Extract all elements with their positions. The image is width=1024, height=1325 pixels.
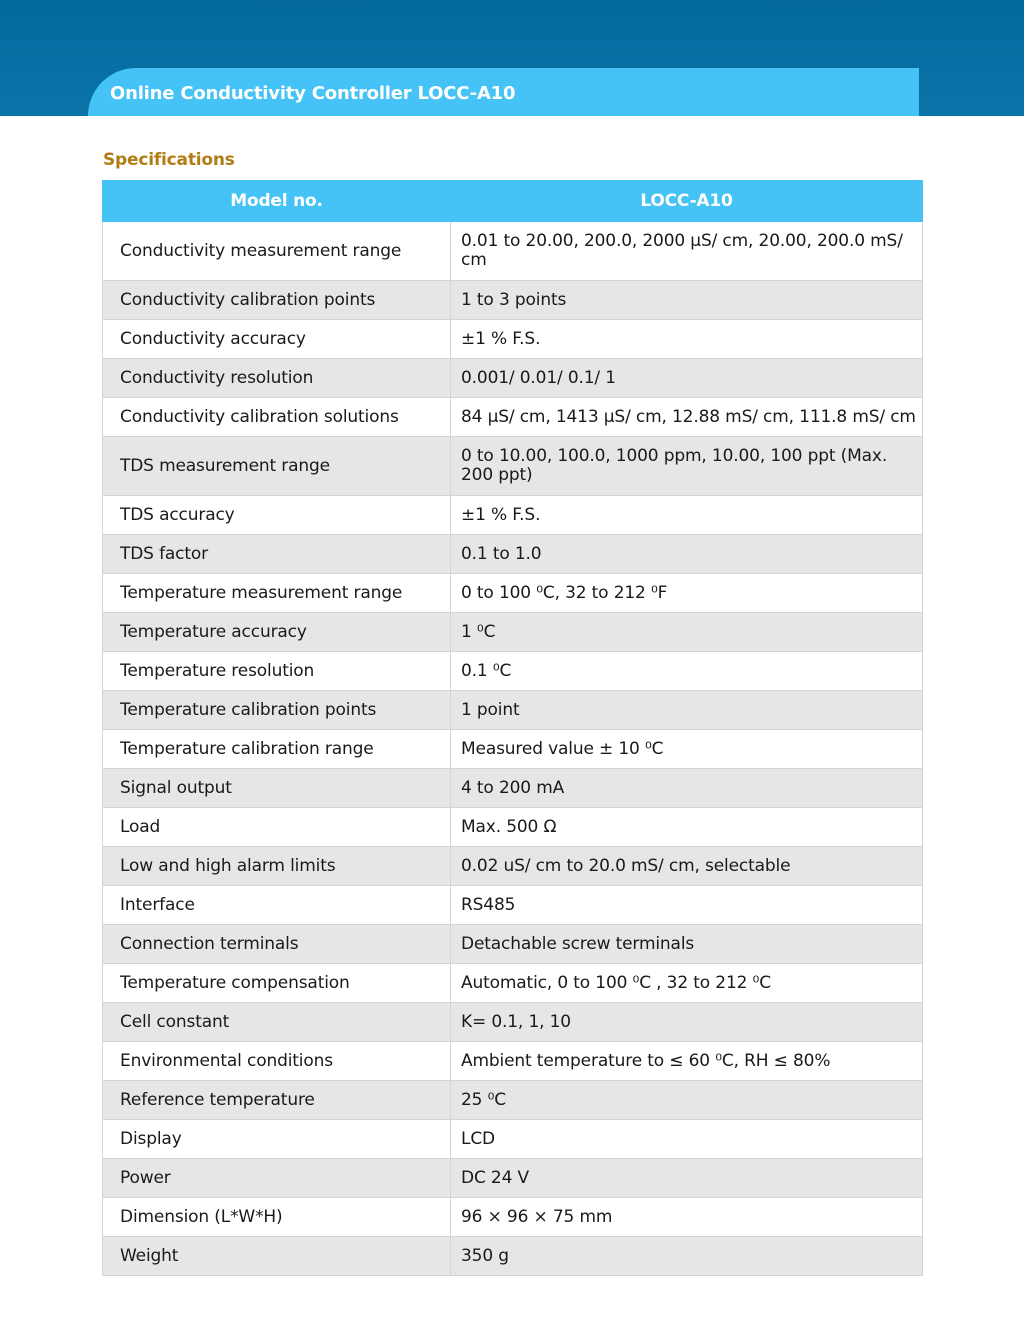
spec-label: Dimension (L*W*H) bbox=[103, 1198, 451, 1237]
spec-label: Temperature calibration points bbox=[103, 691, 451, 730]
table-row bbox=[103, 320, 923, 359]
spec-label: Cell constant bbox=[103, 1003, 451, 1042]
table-row bbox=[103, 1120, 923, 1159]
spec-value: 1 point bbox=[451, 691, 923, 730]
spec-value: 0 to 100 ⁰C, 32 to 212 ⁰F bbox=[451, 574, 923, 613]
spec-value: 4 to 200 mA bbox=[451, 769, 923, 808]
spec-value: 1 to 3 points bbox=[451, 281, 923, 320]
table-row bbox=[103, 886, 923, 925]
spec-label: Conductivity calibration points bbox=[103, 281, 451, 320]
table-row bbox=[103, 222, 923, 281]
spec-label: Conductivity resolution bbox=[103, 359, 451, 398]
spec-value: Detachable screw terminals bbox=[451, 925, 923, 964]
table-row bbox=[103, 1081, 923, 1120]
table-header-row bbox=[103, 181, 923, 222]
table-row bbox=[103, 1198, 923, 1237]
spec-value: 0.02 uS/ cm to 20.0 mS/ cm, selectable bbox=[451, 847, 923, 886]
table-row bbox=[103, 652, 923, 691]
table-row bbox=[103, 691, 923, 730]
table-row bbox=[103, 437, 923, 496]
spec-value: 0.001/ 0.01/ 0.1/ 1 bbox=[451, 359, 923, 398]
spec-label: Conductivity measurement range bbox=[103, 222, 451, 281]
spec-value: Automatic, 0 to 100 ⁰C , 32 to 212 ⁰C bbox=[451, 964, 923, 1003]
table-row bbox=[103, 359, 923, 398]
spec-label: Signal output bbox=[103, 769, 451, 808]
spec-value: RS485 bbox=[451, 886, 923, 925]
spec-label: Connection terminals bbox=[103, 925, 451, 964]
spec-value: Ambient temperature to ≤ 60 ⁰C, RH ≤ 80% bbox=[451, 1042, 923, 1081]
table-row bbox=[103, 281, 923, 320]
spec-label: Weight bbox=[103, 1237, 451, 1276]
table-row bbox=[103, 496, 923, 535]
column-header-model: Model no. bbox=[103, 181, 451, 222]
spec-value: Max. 500 Ω bbox=[451, 808, 923, 847]
table-row bbox=[103, 964, 923, 1003]
spec-value: Measured value ± 10 ⁰C bbox=[451, 730, 923, 769]
spec-label: TDS measurement range bbox=[103, 437, 451, 496]
spec-value: LCD bbox=[451, 1120, 923, 1159]
spec-value: DC 24 V bbox=[451, 1159, 923, 1198]
spec-value: 1 ⁰C bbox=[451, 613, 923, 652]
spec-label: Conductivity calibration solutions bbox=[103, 398, 451, 437]
spec-value: 0.1 ⁰C bbox=[451, 652, 923, 691]
spec-value: 0 to 10.00, 100.0, 1000 ppm, 10.00, 100 ppt (Max. 200 ppt) bbox=[451, 437, 923, 496]
table-row bbox=[103, 847, 923, 886]
table-row bbox=[103, 574, 923, 613]
spec-label: TDS accuracy bbox=[103, 496, 451, 535]
table-row bbox=[103, 613, 923, 652]
section-heading: Specifications bbox=[103, 150, 235, 170]
spec-label: TDS factor bbox=[103, 535, 451, 574]
spec-label: Load bbox=[103, 808, 451, 847]
spec-label: Temperature measurement range bbox=[103, 574, 451, 613]
spec-label: Low and high alarm limits bbox=[103, 847, 451, 886]
spec-label: Temperature accuracy bbox=[103, 613, 451, 652]
spec-label: Interface bbox=[103, 886, 451, 925]
spec-value: 96 × 96 × 75 mm bbox=[451, 1198, 923, 1237]
spec-label: Reference temperature bbox=[103, 1081, 451, 1120]
table-row bbox=[103, 1159, 923, 1198]
spec-value: K= 0.1, 1, 10 bbox=[451, 1003, 923, 1042]
spec-value: ±1 % F.S. bbox=[451, 496, 923, 535]
table-row bbox=[103, 398, 923, 437]
spec-label: Temperature resolution bbox=[103, 652, 451, 691]
table-row bbox=[103, 1042, 923, 1081]
table-row bbox=[103, 1003, 923, 1042]
spec-label: Temperature compensation bbox=[103, 964, 451, 1003]
table-row bbox=[103, 1237, 923, 1276]
spec-label: Environmental conditions bbox=[103, 1042, 451, 1081]
table-row bbox=[103, 769, 923, 808]
spec-value: 84 μS/ cm, 1413 μS/ cm, 12.88 mS/ cm, 111.8 mS/ cm bbox=[451, 398, 923, 437]
table-row bbox=[103, 535, 923, 574]
page-title: Online Conductivity Controller LOCC-A10 bbox=[110, 83, 516, 104]
spec-label: Conductivity accuracy bbox=[103, 320, 451, 359]
table-row bbox=[103, 730, 923, 769]
specifications-table bbox=[102, 180, 923, 1276]
table-row bbox=[103, 925, 923, 964]
spec-label: Temperature calibration range bbox=[103, 730, 451, 769]
spec-value: 350 g bbox=[451, 1237, 923, 1276]
spec-value: ±1 % F.S. bbox=[451, 320, 923, 359]
column-header-value: LOCC-A10 bbox=[451, 181, 923, 222]
spec-value: 0.01 to 20.00, 200.0, 2000 μS/ cm, 20.00, 200.0 mS/ cm bbox=[451, 222, 923, 281]
spec-value: 25 ⁰C bbox=[451, 1081, 923, 1120]
spec-label: Power bbox=[103, 1159, 451, 1198]
spec-value: 0.1 to 1.0 bbox=[451, 535, 923, 574]
spec-label: Display bbox=[103, 1120, 451, 1159]
table-row bbox=[103, 808, 923, 847]
